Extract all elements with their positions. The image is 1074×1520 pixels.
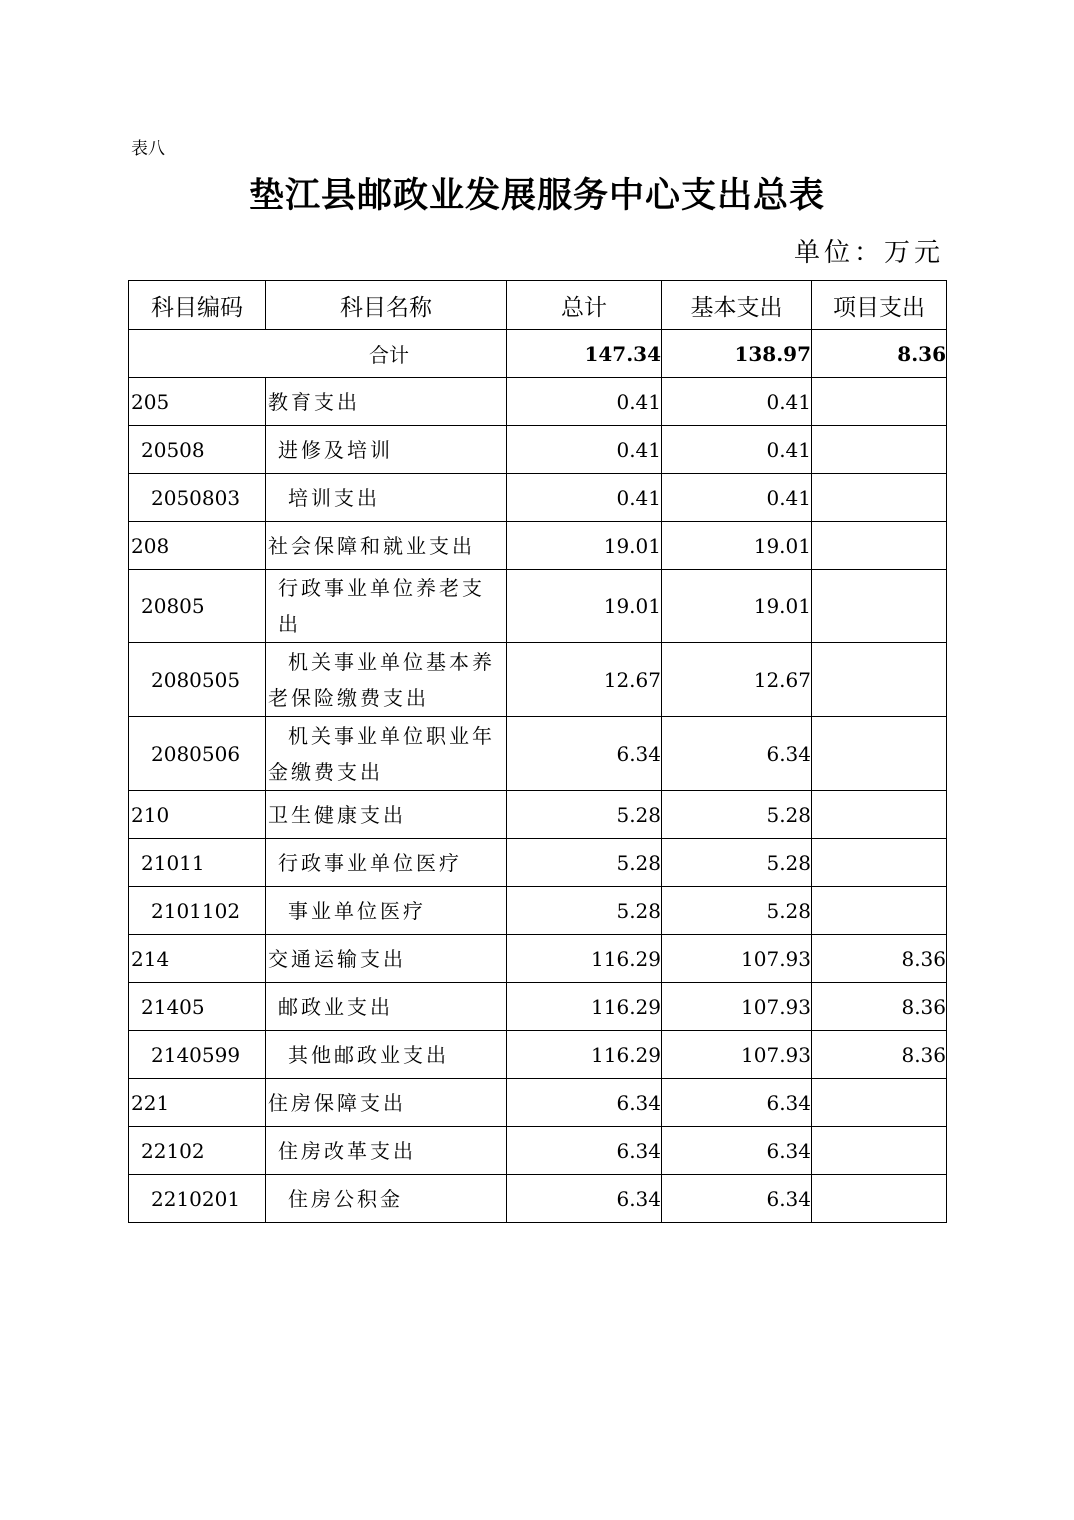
- document-title: 垫江县邮政业发展服务中心支出总表: [248, 175, 825, 216]
- row-basic: 5.28: [662, 887, 812, 935]
- subject-name: 卫生健康支出: [266, 791, 507, 839]
- subject-name: 进修及培训: [266, 426, 507, 474]
- row-project: [812, 887, 947, 935]
- unit-label: 单位：万元: [793, 238, 944, 268]
- row-basic: 5.28: [662, 791, 812, 839]
- subject-code: 22102: [129, 1127, 266, 1175]
- subject-code: 21011: [129, 839, 266, 887]
- row-project: [812, 643, 947, 717]
- row-total: 116.29: [507, 1031, 662, 1079]
- row-project: [812, 1079, 947, 1127]
- row-project: [812, 474, 947, 522]
- total-basic: 138.97: [662, 330, 812, 378]
- row-basic: 6.34: [662, 1127, 812, 1175]
- row-project: [812, 839, 947, 887]
- row-basic: 19.01: [662, 522, 812, 570]
- total-label: 合计: [129, 330, 507, 378]
- subject-code: 20508: [129, 426, 266, 474]
- row-project: [812, 570, 947, 643]
- row-total: 6.34: [507, 717, 662, 791]
- total-row: [129, 330, 947, 378]
- row-basic: 107.93: [662, 1031, 812, 1079]
- table-row: [129, 474, 947, 522]
- subject-code: 2050803: [129, 474, 266, 522]
- row-basic: 6.34: [662, 1175, 812, 1223]
- row-project: [812, 1175, 947, 1223]
- subject-name: 其他邮政业支出: [266, 1031, 507, 1079]
- row-total: 6.34: [507, 1079, 662, 1127]
- row-project: [812, 717, 947, 791]
- row-basic: 5.28: [662, 839, 812, 887]
- subject-name: 邮政业支出: [266, 983, 507, 1031]
- row-project: 8.36: [812, 1031, 947, 1079]
- row-total: 116.29: [507, 983, 662, 1031]
- row-basic: 107.93: [662, 983, 812, 1031]
- table-row: [129, 426, 947, 474]
- table-row: [129, 570, 947, 643]
- header-basic: 基本支出: [662, 281, 812, 330]
- row-project: 8.36: [812, 935, 947, 983]
- table-row: [129, 983, 947, 1031]
- header-code: 科目编码: [129, 281, 266, 330]
- subject-code: 221: [129, 1079, 266, 1127]
- table-row: [129, 522, 947, 570]
- subject-name: 住房改革支出: [266, 1127, 507, 1175]
- table-row: [129, 717, 947, 791]
- row-total: 0.41: [507, 426, 662, 474]
- subject-code: 2101102: [129, 887, 266, 935]
- table-row: [129, 1031, 947, 1079]
- header-name: 科目名称: [266, 281, 507, 330]
- row-total: 5.28: [507, 887, 662, 935]
- subject-name: 行政事业单位养老支出: [266, 570, 507, 643]
- table-row: [129, 839, 947, 887]
- subject-code: 210: [129, 791, 266, 839]
- row-project: [812, 1127, 947, 1175]
- subject-name: 住房保障支出: [266, 1079, 507, 1127]
- row-basic: 107.93: [662, 935, 812, 983]
- subject-code: 21405: [129, 983, 266, 1031]
- row-total: 116.29: [507, 935, 662, 983]
- header-project: 项目支出: [812, 281, 947, 330]
- row-total: 19.01: [507, 522, 662, 570]
- table-number: 表八: [131, 139, 165, 159]
- row-basic: 0.41: [662, 426, 812, 474]
- subject-name: 事业单位医疗: [266, 887, 507, 935]
- table-row: [129, 791, 947, 839]
- row-project: 8.36: [812, 983, 947, 1031]
- subject-name: 行政事业单位医疗: [266, 839, 507, 887]
- subject-name: 教育支出: [266, 378, 507, 426]
- subject-name: 机关事业单位基本养老保险缴费支出: [266, 643, 507, 717]
- row-basic: 6.34: [662, 717, 812, 791]
- total-project: 8.36: [812, 330, 947, 378]
- subject-name: 住房公积金: [266, 1175, 507, 1223]
- subject-code: 208: [129, 522, 266, 570]
- subject-code: 2140599: [129, 1031, 266, 1079]
- row-total: 5.28: [507, 839, 662, 887]
- row-total: 6.34: [507, 1127, 662, 1175]
- subject-code: 2210201: [129, 1175, 266, 1223]
- row-total: 6.34: [507, 1175, 662, 1223]
- subject-code: 205: [129, 378, 266, 426]
- row-basic: 12.67: [662, 643, 812, 717]
- subject-code: 20805: [129, 570, 266, 643]
- row-project: [812, 378, 947, 426]
- table-row: [129, 643, 947, 717]
- row-basic: 0.41: [662, 474, 812, 522]
- subject-code: 2080506: [129, 717, 266, 791]
- row-total: 19.01: [507, 570, 662, 643]
- row-total: 5.28: [507, 791, 662, 839]
- row-basic: 6.34: [662, 1079, 812, 1127]
- table-row: [129, 935, 947, 983]
- subject-name: 社会保障和就业支出: [266, 522, 507, 570]
- subject-code: 2080505: [129, 643, 266, 717]
- header-total: 总计: [507, 281, 662, 330]
- row-total: 0.41: [507, 378, 662, 426]
- table-row: [129, 1079, 947, 1127]
- row-project: [812, 791, 947, 839]
- row-total: 12.67: [507, 643, 662, 717]
- table-row: [129, 1175, 947, 1223]
- subject-name: 机关事业单位职业年金缴费支出: [266, 717, 507, 791]
- row-basic: 19.01: [662, 570, 812, 643]
- row-total: 0.41: [507, 474, 662, 522]
- row-project: [812, 426, 947, 474]
- table-row: [129, 378, 947, 426]
- subject-name: 培训支出: [266, 474, 507, 522]
- row-basic: 0.41: [662, 378, 812, 426]
- table-row: [129, 1127, 947, 1175]
- total-sum: 147.34: [507, 330, 662, 378]
- table-row: [129, 887, 947, 935]
- row-project: [812, 522, 947, 570]
- expenditure-table: [128, 280, 947, 1223]
- header-row: [129, 281, 947, 330]
- subject-name: 交通运输支出: [266, 935, 507, 983]
- subject-code: 214: [129, 935, 266, 983]
